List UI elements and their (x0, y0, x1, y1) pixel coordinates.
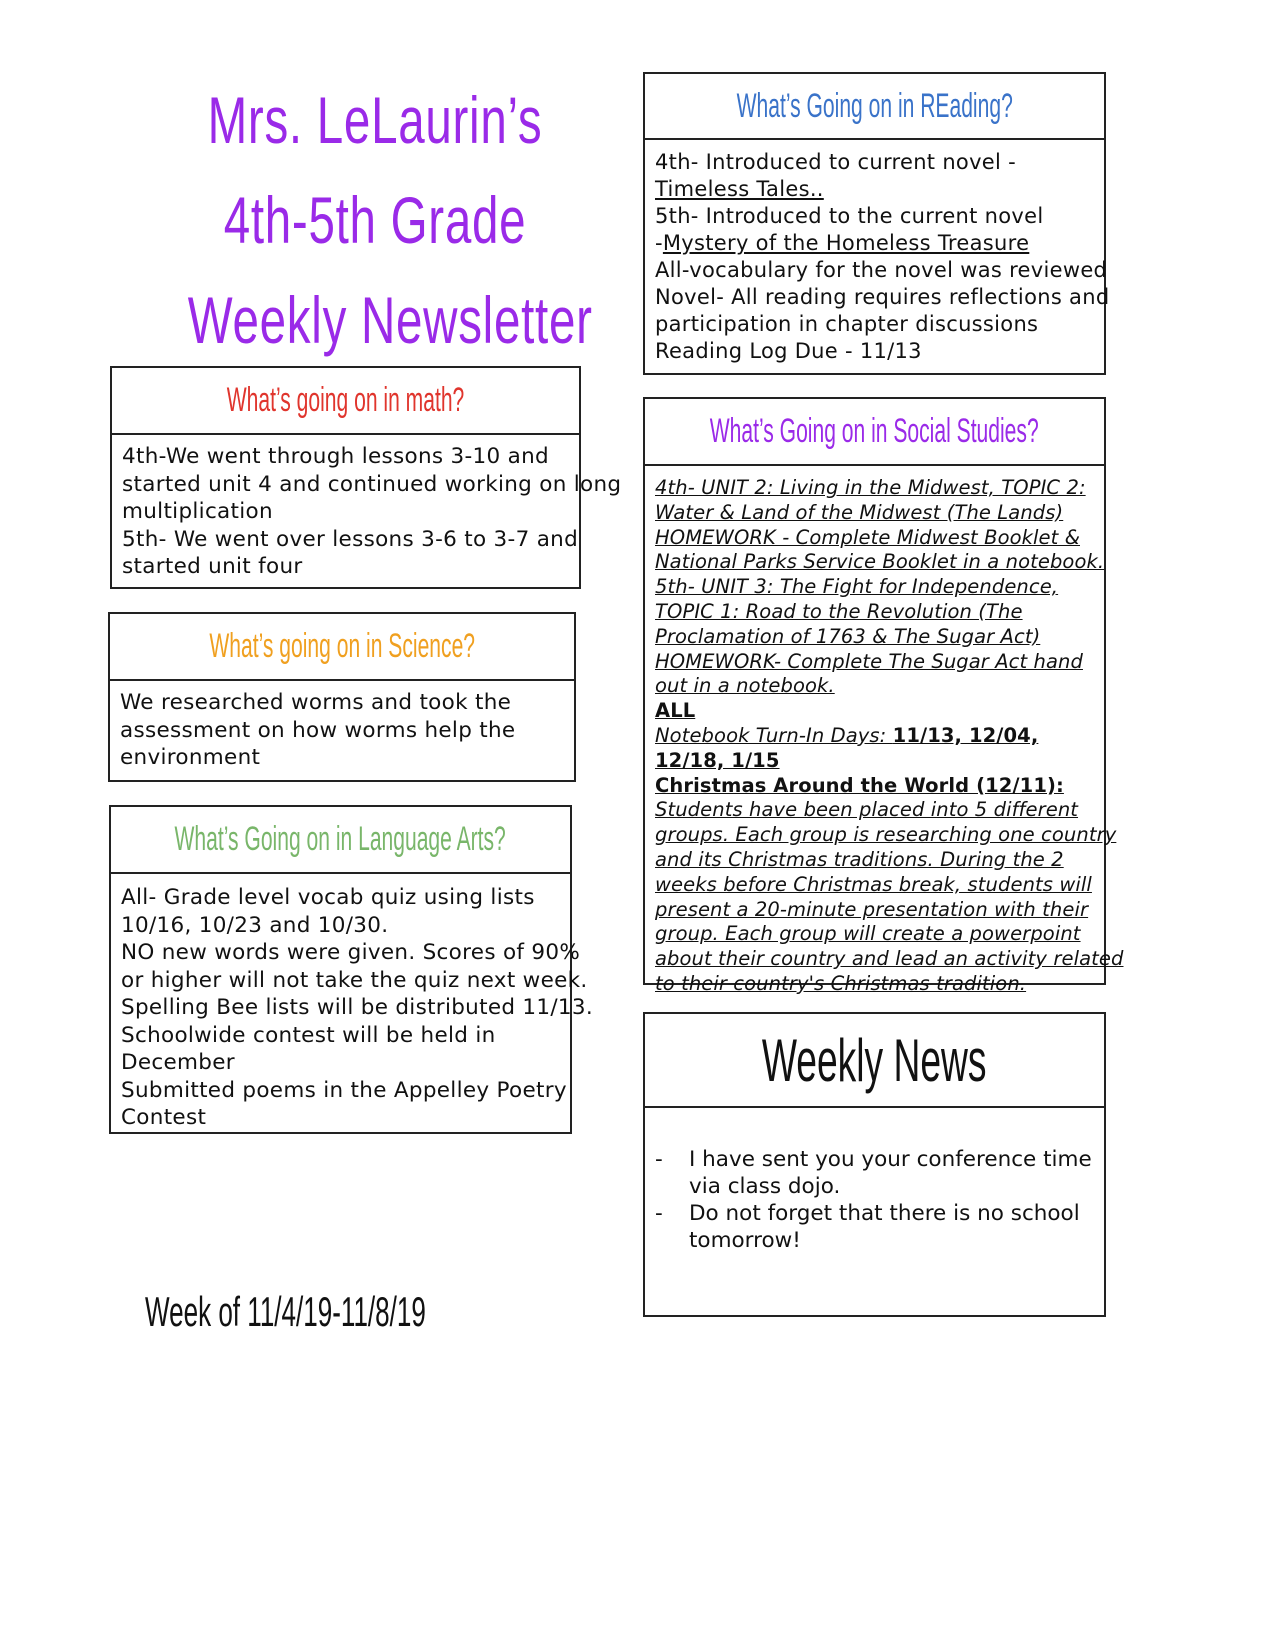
news-item-line: Do not forget that there is no school (689, 1201, 1080, 1226)
math-line: 4th-We went through lessons 3-10 and (122, 444, 549, 469)
news-item-text (689, 1146, 1092, 1200)
language-arts-line: 10/16, 10/23 and 10/30. (121, 912, 389, 938)
math-heading: What’s going on in math? (226, 381, 465, 419)
weekly-news-heading: Weekly News (762, 1026, 987, 1094)
christmas-line: groups. Each group is researching one country (655, 823, 1117, 847)
language-arts-heading-bar (111, 807, 570, 874)
notebook-dates: 11/13, 12/04, (892, 723, 1039, 747)
social-studies-notebook-line (655, 724, 1094, 749)
math-body (112, 435, 622, 589)
reading-novel-5th: Mystery of the Homeless Treasure (662, 231, 1030, 255)
reading-line: All-vocabulary for the novel was reviewed (655, 258, 1108, 282)
christmas-line: about their country and lead an activity related (655, 947, 1124, 971)
social-studies-line: 4th- UNIT 2: Living in the Midwest, TOPIC 2: (655, 476, 1086, 499)
weekly-news-list (645, 1108, 1104, 1254)
science-body (110, 681, 574, 780)
news-item-line: via class dojo. (689, 1174, 841, 1199)
reading-heading: What’s Going on in REading? (736, 86, 1013, 125)
news-item-line: tomorrow! (689, 1228, 801, 1253)
reading-dash: - (655, 231, 663, 255)
week-range: Week of 11/4/19-11/8/19 (145, 1288, 426, 1335)
math-section (110, 366, 622, 589)
language-arts-line: Spelling Bee lists will be distributed 11/13. (121, 995, 594, 1020)
science-section (108, 612, 576, 782)
language-arts-section (109, 805, 594, 1134)
title-line-grade: 4th-5th Grade (223, 183, 527, 257)
language-arts-body (111, 874, 594, 1140)
language-arts-line: December (121, 1050, 235, 1075)
reading-novel-4th: Timeless Tales.. (655, 177, 824, 201)
reading-section (643, 72, 1110, 375)
reading-line: Reading Log Due - 11/13 (655, 339, 922, 363)
math-line: 5th- We went over lessons 3-6 to 3-7 and (122, 526, 579, 552)
social-studies-line: out in a notebook. (655, 674, 835, 698)
science-line: assessment on how worms help the (120, 717, 516, 743)
social-studies-heading-bar (645, 399, 1104, 466)
language-arts-line: NO new words were given. Scores of 90% (121, 940, 581, 965)
christmas-line: weeks before Christmas break, students will (655, 872, 1092, 896)
math-line: multiplication (122, 499, 273, 524)
social-studies-line: Water & Land of the Midwest (The Lands) (655, 500, 1064, 524)
math-line: started unit four (122, 554, 303, 579)
reading-line: 5th- Introduced to the current novel (655, 204, 1044, 228)
title-line-newsletter: Weekly Newsletter (187, 283, 593, 357)
social-studies-line: National Parks Service Booklet in a notebook. (655, 550, 1105, 574)
christmas-label: Christmas Around the World (12/11): (655, 773, 1064, 797)
social-studies-all-label: ALL (655, 699, 696, 723)
christmas-line: present a 20-minute presentation with their (655, 897, 1089, 921)
weekly-news-section (643, 1012, 1106, 1317)
science-heading: What’s going on in Science? (209, 627, 475, 665)
christmas-line: to their country's Christmas tradition. (655, 971, 1027, 995)
title-line-teacher: Mrs. LeLaurin’s (207, 83, 543, 157)
social-studies-heading: What’s Going on in Social Studies? (710, 412, 1039, 450)
christmas-line: and its Christmas traditions. During the 2 (655, 847, 1064, 871)
reading-body (645, 140, 1110, 373)
social-studies-line: TOPIC 1: Road to the Revolution (The (655, 599, 1023, 623)
bullet-dash-icon: - (655, 1201, 663, 1226)
news-item (655, 1200, 1094, 1254)
language-arts-line: Schoolwide contest will be held in (121, 1022, 496, 1048)
reading-heading-bar (645, 74, 1104, 140)
reading-line: Novel- All reading requires reflections and (655, 285, 1110, 309)
reading-line (655, 230, 1094, 257)
social-studies-line: 5th- UNIT 3: The Fight for Independence, (655, 575, 1059, 599)
language-arts-line: or higher will not take the quiz next week. (121, 967, 588, 993)
social-studies-line: Proclamation of 1763 & The Sugar Act) (655, 624, 1041, 648)
language-arts-line: All- Grade level vocab quiz using lists (121, 885, 535, 910)
christmas-line: group. Each group will create a powerpoint (655, 922, 1081, 946)
news-item (655, 1146, 1094, 1200)
math-heading-bar (112, 368, 579, 435)
christmas-line: Students have been placed into 5 different (655, 798, 1079, 822)
social-studies-all-line (655, 699, 1094, 724)
science-line: environment (120, 745, 261, 770)
notebook-label: Notebook Turn-In Days: (655, 723, 893, 747)
notebook-dates: 12/18, 1/15 (655, 748, 780, 772)
christmas-heading-line (655, 774, 1094, 799)
social-studies-line: HOMEWORK- Complete The Sugar Act hand (655, 649, 1083, 673)
social-studies-section (643, 397, 1124, 995)
math-line: started unit 4 and continued working on long (122, 471, 622, 497)
science-heading-bar (110, 614, 574, 681)
language-arts-line: Submitted poems in the Appelley Poetry (121, 1077, 567, 1103)
weekly-news-heading-bar (645, 1014, 1104, 1108)
reading-line: participation in chapter discussions (655, 312, 1039, 336)
reading-line: 4th- Introduced to current novel - (655, 150, 1017, 174)
science-line: We researched worms and took the (120, 690, 512, 715)
social-studies-notebook-line (655, 749, 1094, 774)
language-arts-line: Contest (121, 1105, 207, 1130)
news-item-text (689, 1200, 1080, 1254)
news-item-line: I have sent you your conference time (689, 1147, 1092, 1172)
bullet-dash-icon: - (655, 1147, 663, 1172)
newsletter-title (187, 70, 593, 370)
language-arts-heading: What’s Going on in Language Arts? (174, 820, 507, 858)
social-studies-body (645, 466, 1124, 1007)
social-studies-line: HOMEWORK - Complete Midwest Booklet & (655, 525, 1080, 549)
